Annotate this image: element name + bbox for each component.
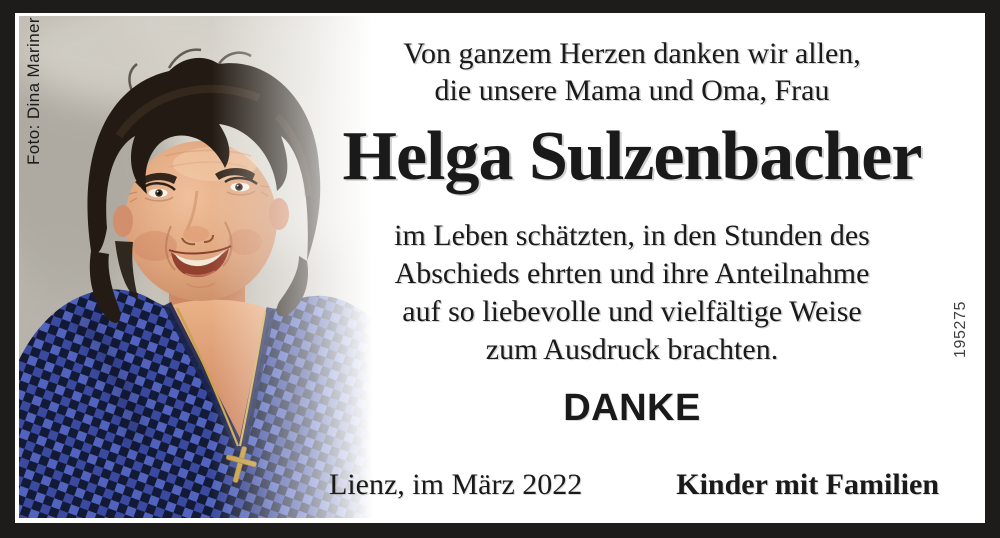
thanks-label: DANKE (563, 387, 701, 429)
photo-credit: Foto: Dina Mariner (24, 17, 43, 165)
body-line: auf so liebevolle und vielfältige Weise (402, 295, 862, 328)
notice-text-column (312, 13, 952, 523)
intro-line: Von ganzem Herzen danken wir allen, (403, 37, 861, 70)
intro-line: die unsere Mama und Oma, Frau (434, 74, 830, 107)
intro-text (312, 35, 952, 109)
body-line: zum Ausdruck brachten. (485, 333, 779, 366)
place-date: Lienz, im März 2022 (329, 468, 583, 501)
paper-background (15, 13, 985, 523)
body-line: Abschieds ehrten und ihre Anteilnahme (394, 257, 870, 290)
body-text (312, 217, 952, 369)
signature: Kinder mit Familien (676, 468, 939, 501)
body-line: im Leben schätzten, in den Stunden des (394, 219, 870, 252)
notice-id: 195275 (952, 301, 969, 358)
deceased-name: Helga Sulzenbacher (342, 118, 922, 195)
footer-row (312, 467, 952, 503)
